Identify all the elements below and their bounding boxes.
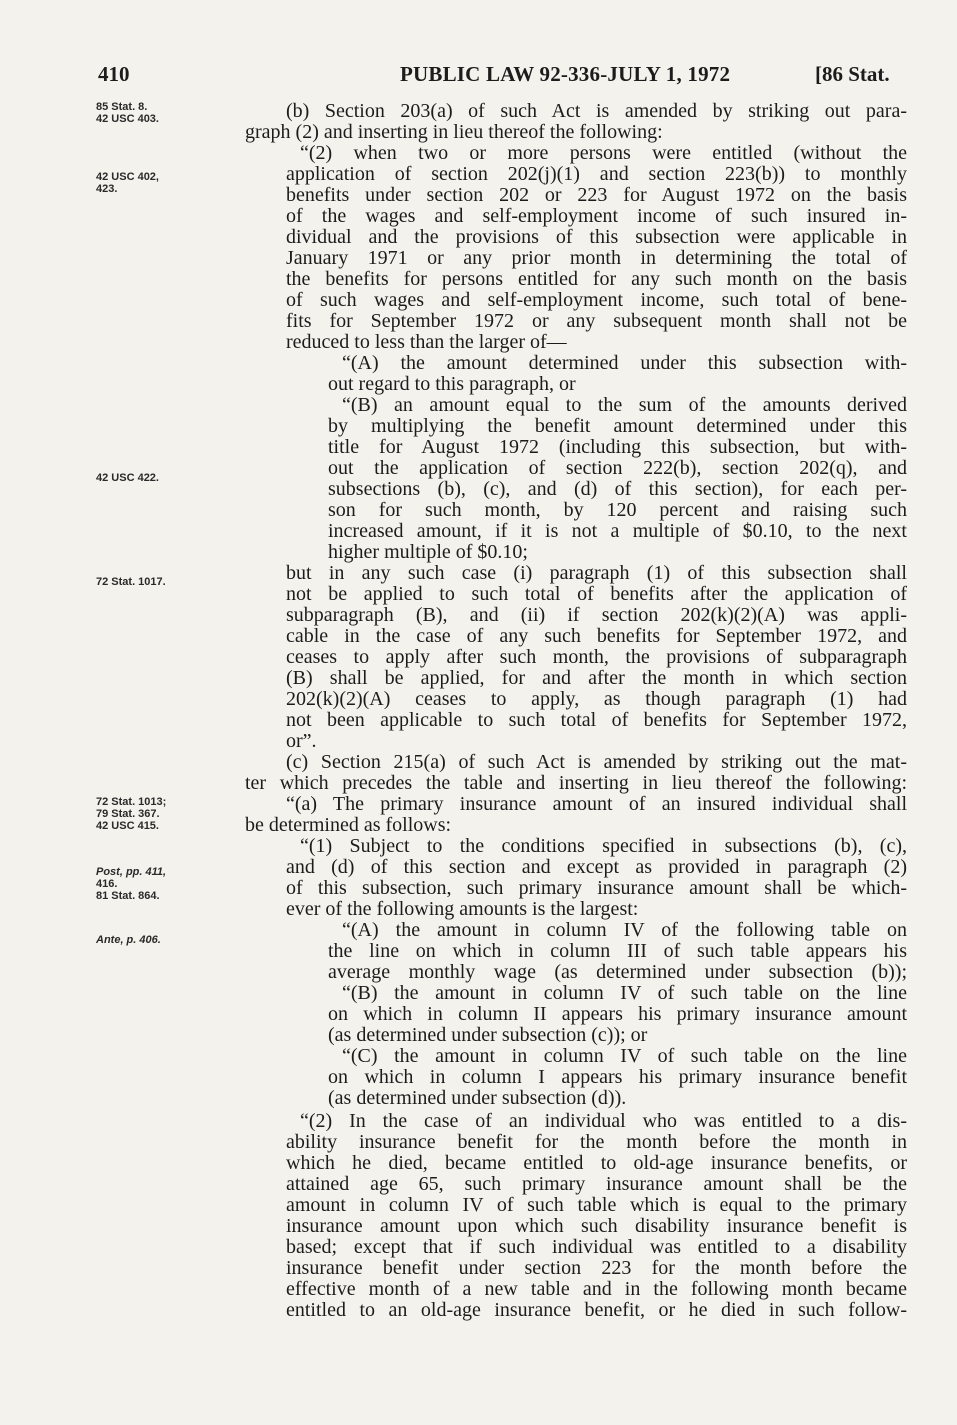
margin-citation-line: 42 USC 402, bbox=[96, 171, 159, 183]
margin-citation-line: 79 Stat. 367. bbox=[96, 808, 160, 820]
text-line: January 1971 or any prior month in determining the total of bbox=[286, 248, 907, 269]
text-line: not be applied to such total of benefits after the application of bbox=[286, 584, 907, 605]
text-line: “(B) an amount equal to the sum of the amounts derived bbox=[342, 395, 907, 416]
text-line: (B) shall be applied, for and after the month in which section bbox=[286, 668, 907, 689]
margin-citation-line: 416. bbox=[96, 878, 118, 890]
text-line: “(1) Subject to the conditions specified in subsections (b), (c), bbox=[300, 836, 907, 857]
text-line: by multiplying the benefit amount determined under this bbox=[328, 416, 907, 437]
text-line: which he died, became entitled to old-age insurance benefits, or bbox=[286, 1153, 907, 1174]
text-line: insurance amount upon which such disability insurance benefit is bbox=[286, 1216, 907, 1237]
text-line: (c) Section 215(a) of such Act is amended by striking out the mat- bbox=[286, 752, 907, 773]
text-line: subparagraph (B), and (ii) if section 202(k)(2)(A) was appli- bbox=[286, 605, 907, 626]
text-line: dividual and the provisions of this subsection were applicable in bbox=[286, 227, 907, 248]
text-line: ability insurance benefit for the month before the month in bbox=[286, 1132, 907, 1153]
text-line: on which in column II appears his primary insurance amount bbox=[328, 1004, 907, 1025]
text-line: but in any such case (i) paragraph (1) of this subsection shall bbox=[286, 563, 907, 584]
text-line: (as determined under subsection (d)). bbox=[328, 1088, 627, 1109]
margin-citation-line: 42 USC 422. bbox=[96, 472, 159, 484]
margin-citation-line: Ante, p. 406. bbox=[96, 934, 161, 946]
text-line: average monthly wage (as determined under subsection (b)); bbox=[328, 962, 907, 983]
text-line: not been applicable to such total of benefits for September 1972, bbox=[286, 710, 907, 731]
text-line: entitled to an old-age insurance benefit, or he died in such follow- bbox=[286, 1300, 907, 1321]
text-line: subsections (b), (c), and (d) of this section), for each per- bbox=[328, 479, 907, 500]
margin-citation-line: 423. bbox=[96, 183, 118, 195]
margin-citation-line: 81 Stat. 864. bbox=[96, 890, 160, 902]
text-line: 202(k)(2)(A) ceases to apply, as though paragraph (1) had bbox=[286, 689, 907, 710]
text-line: amount in column IV of such table which is equal to the primary bbox=[286, 1195, 907, 1216]
text-line: higher multiple of $0.10; bbox=[328, 542, 528, 563]
text-line: “(B) the amount in column IV of such table on the line bbox=[342, 983, 907, 1004]
text-line: fits for September 1972 or any subsequent month shall not be bbox=[286, 311, 907, 332]
text-line: effective month of a new table and in the following month became bbox=[286, 1279, 907, 1300]
text-line: and (d) of this section and except as provided in paragraph (2) bbox=[286, 857, 907, 878]
text-line: reduced to less than the larger of— bbox=[286, 332, 567, 353]
text-line: attained age 65, such primary insurance amount shall be the bbox=[286, 1174, 907, 1195]
text-line: of such wages and self-employment income, such total of bene- bbox=[286, 290, 907, 311]
text-line bbox=[286, 1321, 907, 1342]
text-line: “(2) when two or more persons were entitled (without the bbox=[300, 143, 907, 164]
text-line: based; except that if such individual was entitled to a disability bbox=[286, 1237, 907, 1258]
text-line: increased amount, if it is not a multiple of $0.10, to the next bbox=[328, 521, 907, 542]
text-line: on which in column I appears his primary insurance benefit bbox=[328, 1067, 907, 1088]
text-line: “(A) the amount determined under this subsection with- bbox=[342, 353, 907, 374]
text-line: out the application of section 222(b), section 202(q), and bbox=[328, 458, 907, 479]
running-title: PUBLIC LAW 92-336-JULY 1, 1972 bbox=[400, 62, 731, 86]
margin-citation-line: 72 Stat. 1013; bbox=[96, 796, 167, 808]
text-line: son for such month, by 120 percent and raising such bbox=[328, 500, 907, 521]
text-line: or”. bbox=[286, 731, 317, 752]
text-line: insurance benefit under section 223 for the month before the bbox=[286, 1258, 907, 1279]
text-line: the line on which in column III of such table appears his bbox=[328, 941, 907, 962]
text-line: “(C) the amount in column IV of such table on the line bbox=[342, 1046, 907, 1067]
margin-citation-line: 42 USC 415. bbox=[96, 820, 159, 832]
text-line: out regard to this paragraph, or bbox=[328, 374, 576, 395]
text-line: application of section 202(j)(1) and section 223(b)) to monthly bbox=[286, 164, 907, 185]
text-line: of this subsection, such primary insurance amount shall be which- bbox=[286, 878, 907, 899]
text-line: cable in the case of any such benefits for September 1972, and bbox=[286, 626, 907, 647]
text-line: the benefits for persons entitled for any such month on the basis bbox=[286, 269, 907, 290]
text-line: ter which precedes the table and inserting in lieu thereof the following: bbox=[245, 773, 907, 794]
text-line: (as determined under subsection (c)); or bbox=[328, 1025, 648, 1046]
margin-citation-line: 72 Stat. 1017. bbox=[96, 576, 166, 588]
text-line: (b) Section 203(a) of such Act is amended by striking out para- bbox=[286, 101, 907, 122]
text-line: of the wages and self-employment income of such insured in- bbox=[286, 206, 907, 227]
margin-citation-line: Post, pp. 411, bbox=[96, 866, 167, 878]
text-line: benefits under section 202 or 223 for August 1972 on the basis bbox=[286, 185, 907, 206]
text-line: “(2) In the case of an individual who was entitled to a dis- bbox=[300, 1111, 907, 1132]
margin-citation-line: 85 Stat. 8. bbox=[96, 101, 148, 113]
page-number: 410 bbox=[98, 62, 130, 86]
margin-citation-line: 42 USC 403. bbox=[96, 113, 159, 125]
text-line: graph (2) and inserting in lieu thereof the following: bbox=[245, 122, 663, 143]
text-line: be determined as follows: bbox=[245, 815, 452, 836]
statute-reference: [86 Stat. bbox=[815, 62, 890, 86]
text-line: “(A) the amount in column IV of the following table on bbox=[342, 920, 907, 941]
text-line: ceases to apply after such month, the provisions of subparagraph bbox=[286, 647, 907, 668]
text-line: “(a) The primary insurance amount of an insured individual shall bbox=[286, 794, 907, 815]
text-line: ever of the following amounts is the largest: bbox=[286, 899, 639, 920]
text-line: title for August 1972 (including this subsection, but with- bbox=[328, 437, 907, 458]
